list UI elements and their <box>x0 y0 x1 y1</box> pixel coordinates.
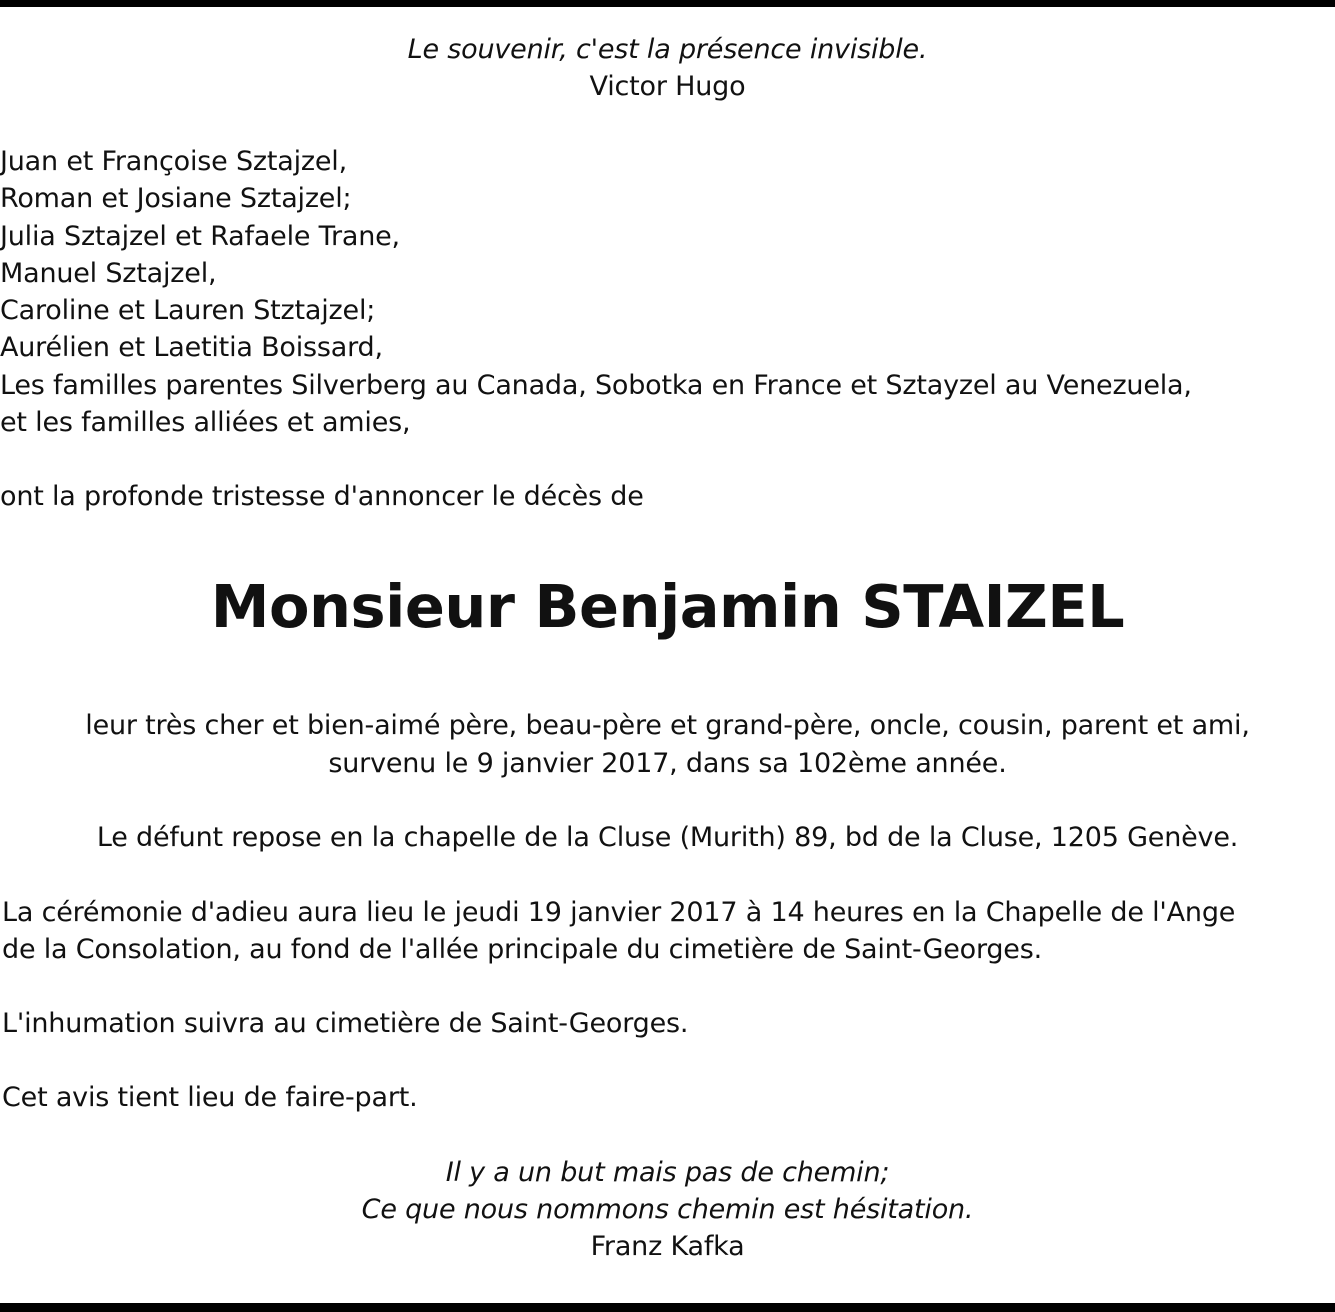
ceremony-line-2: de la Consolation, au fond de l'allée principale du cimetière de Saint-Georges. <box>2 934 1042 965</box>
family-line: Manuel Sztajzel, <box>0 258 217 289</box>
family-line: Roman et Josiane Sztajzel; <box>0 183 352 214</box>
top-border-rule <box>0 0 1335 7</box>
notice-text: Cet avis tient lieu de faire-part. <box>2 1082 418 1113</box>
relation-line-1: leur très cher et bien-aimé père, beau-père et grand-père, oncle, cousin, parent et ami, <box>85 710 1250 741</box>
announcement-text: ont la profonde tristesse d'annoncer le décès de <box>0 481 644 512</box>
family-line: Les familles parentes Silverberg au Canada, Sobotka en France et Sztayzel au Venezuela, <box>0 370 1192 401</box>
repose-text: Le défunt repose en la chapelle de la Cluse (Murith) 89, bd de la Cluse, 1205 Genève. <box>96 822 1239 853</box>
bottom-border-rule <box>0 1303 1335 1312</box>
family-line: Juan et Françoise Sztajzel, <box>0 146 347 177</box>
deceased-name: Monsieur Benjamin STAIZEL <box>210 572 1125 641</box>
family-line: Julia Sztajzel et Rafaele Trane, <box>0 221 400 252</box>
family-line: Caroline et Lauren Stztajzel; <box>0 295 376 326</box>
epigraph-top-quote: Le souvenir, c'est la présence invisible. <box>407 34 928 65</box>
epigraph-bottom-author: Franz Kafka <box>590 1231 745 1262</box>
epigraph-bottom-line-1: Il y a un but mais pas de chemin; <box>445 1157 890 1188</box>
epigraph-top-author: Victor Hugo <box>589 71 746 102</box>
family-line: Aurélien et Laetitia Boissard, <box>0 332 383 363</box>
epigraph-bottom-line-2: Ce que nous nommons chemin est hésitation. <box>361 1194 974 1225</box>
burial-text: L'inhumation suivra au cimetière de Saint-Georges. <box>2 1008 689 1039</box>
ceremony-line-1: La cérémonie d'adieu aura lieu le jeudi 19 janvier 2017 à 14 heures en la Chapelle de l'Ange <box>2 897 1236 928</box>
family-line: et les familles alliées et amies, <box>0 407 411 438</box>
relation-line-2: survenu le 9 janvier 2017, dans sa 102ème année. <box>328 748 1007 779</box>
